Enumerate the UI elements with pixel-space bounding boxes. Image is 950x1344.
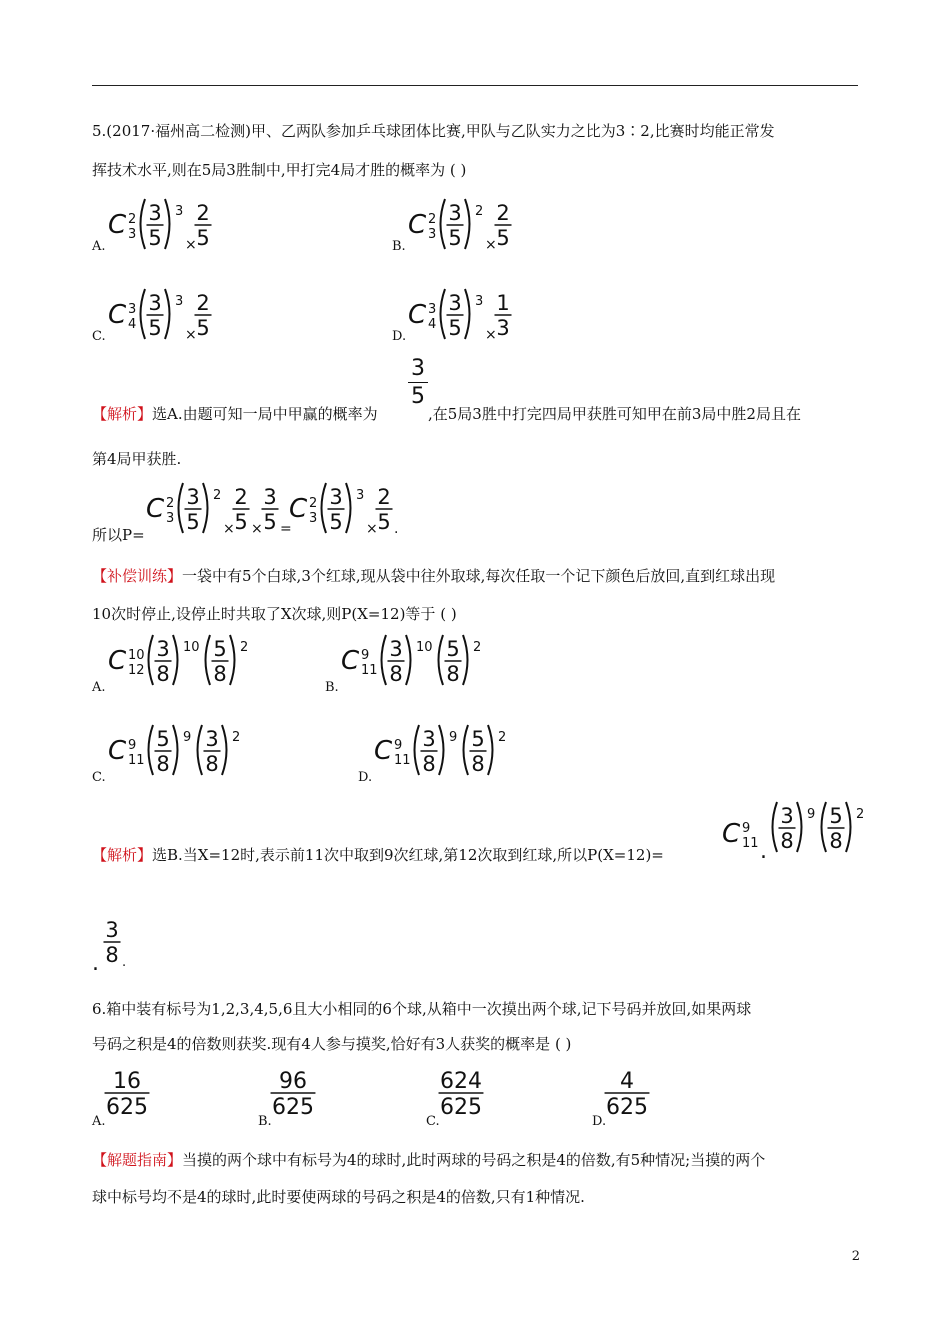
q6-fraction-numerator: 16 <box>113 1069 141 1094</box>
option-label: B. <box>258 1114 272 1129</box>
paren-fraction-numerator: 3 <box>329 485 343 509</box>
option-label: B. <box>392 239 406 254</box>
dot-operator: . <box>760 839 767 864</box>
combination-sup: 2 <box>128 212 137 227</box>
right-paren <box>797 802 802 852</box>
right-paren <box>222 725 227 775</box>
option-fraction-denominator: 5 <box>196 315 210 340</box>
option-fraction-denominator: 3 <box>496 315 510 340</box>
right-paren <box>203 483 208 533</box>
paren-fraction-numerator: 3 <box>422 727 436 751</box>
q6-guide-line1: 【解题指南】当摸的两个球中有标号为4的球时,此时两球的号码之积是4的倍数,有5种情况;当摸的两个 <box>92 1151 766 1169</box>
power: 2 <box>240 640 249 655</box>
power: 3 <box>356 488 365 503</box>
page-number: 2 <box>851 1249 860 1264</box>
combination-sub: 11 <box>361 663 378 678</box>
q6-fraction-numerator: 4 <box>620 1069 634 1094</box>
paren-fraction-denominator: 5 <box>329 509 343 534</box>
right-paren <box>846 802 851 852</box>
combination-sup: 9 <box>742 821 751 836</box>
option-label: C. <box>92 329 106 344</box>
left-paren <box>439 635 444 685</box>
combination-symbol: C <box>408 210 427 240</box>
combination-sub: 3 <box>428 227 437 242</box>
times-sign: × <box>251 521 263 537</box>
left-paren <box>773 802 778 852</box>
left-paren <box>141 289 146 339</box>
combination-sup: 9 <box>361 648 370 663</box>
paren-fraction-denominator: 8 <box>829 828 843 853</box>
combination-sup: 3 <box>128 302 137 317</box>
paren-fraction-numerator: 3 <box>148 291 162 315</box>
q5-stem-line1: 5.(2017·福州高二检测)甲、乙两队参加乒乓球团体比赛,甲队与乙队实力之比为3∶2,比赛时均能正常发 <box>92 122 775 140</box>
power: 2 <box>498 730 507 745</box>
right-paren <box>406 635 411 685</box>
paren-fraction-denominator: 8 <box>156 661 170 686</box>
combination-sub: 11 <box>394 753 411 768</box>
extra-line2: 10次时停止,设停止时共取了X次球,则P(X=12)等于 ( ) <box>92 605 457 623</box>
combination-symbol: C <box>108 210 127 240</box>
option-fraction-numerator: 2 <box>196 201 210 225</box>
times-sign: × <box>485 327 497 343</box>
power: 3 <box>175 204 184 219</box>
option-fraction-denominator: 5 <box>496 225 510 250</box>
left-paren <box>141 199 146 249</box>
combination-sub: 3 <box>166 511 175 526</box>
p-fraction-denominator: 5 <box>234 509 248 534</box>
option-label: C. <box>92 770 106 785</box>
paren-fraction-numerator: 3 <box>205 727 219 751</box>
option-fraction-denominator: 5 <box>196 225 210 250</box>
paren-fraction-numerator: 5 <box>446 637 460 661</box>
q5-analysis-text-b: ,在5局3胜中打完四局甲获胜可知甲在前3局中胜2局且在 <box>428 405 801 423</box>
q6-fraction-numerator: 624 <box>440 1069 482 1094</box>
option-label: D. <box>392 329 407 344</box>
tail-fraction-numerator: 3 <box>105 918 119 942</box>
paren-fraction-denominator: 5 <box>448 225 462 250</box>
paren-fraction-denominator: 8 <box>213 661 227 686</box>
combination-sup: 2 <box>309 496 318 511</box>
power: 2 <box>856 807 865 822</box>
right-paren <box>165 199 170 249</box>
right-paren <box>165 289 170 339</box>
left-paren <box>322 483 327 533</box>
combination-sup: 10 <box>128 648 145 663</box>
option-label: C. <box>426 1114 440 1129</box>
combination-sub: 3 <box>128 227 137 242</box>
combination-symbol: C <box>722 819 741 849</box>
combination-sup: 2 <box>428 212 437 227</box>
paren-fraction-denominator: 8 <box>446 661 460 686</box>
p-fraction-numerator: 2 <box>377 485 391 509</box>
analysis-fraction <box>408 356 428 409</box>
tail-fraction-denominator: 8 <box>105 942 119 967</box>
paren-fraction-denominator: 8 <box>422 751 436 776</box>
option-label: A. <box>92 680 106 695</box>
left-paren <box>382 635 387 685</box>
fraction-denominator: 5 <box>411 384 425 409</box>
right-paren <box>173 725 178 775</box>
option-label: A. <box>92 239 106 254</box>
combination-sup: 9 <box>394 738 403 753</box>
power: 2 <box>213 488 222 503</box>
combination-symbol: C <box>289 494 308 524</box>
left-paren <box>464 725 469 775</box>
right-paren <box>173 635 178 685</box>
left-paren <box>198 725 203 775</box>
paren-fraction-denominator: 8 <box>471 751 485 776</box>
power: 10 <box>183 640 200 655</box>
q6-fraction-denominator: 625 <box>606 1094 648 1120</box>
right-paren <box>488 725 493 775</box>
power: 3 <box>475 294 484 309</box>
combination-sub: 11 <box>128 753 145 768</box>
left-paren <box>441 289 446 339</box>
paren-fraction-numerator: 3 <box>389 637 403 661</box>
right-paren <box>439 725 444 775</box>
option-fraction-numerator: 2 <box>496 201 510 225</box>
combination-sub: 4 <box>428 317 437 332</box>
combination-sub: 3 <box>309 511 318 526</box>
p-prefix: 所以P= <box>92 526 145 544</box>
analysis-tag: 【解析】 <box>92 846 153 864</box>
left-paren <box>206 635 211 685</box>
p-fraction-denominator: 5 <box>377 509 391 534</box>
option-fraction-numerator: 2 <box>196 291 210 315</box>
paren-fraction-denominator: 8 <box>205 751 219 776</box>
combination-sup: 9 <box>128 738 137 753</box>
left-paren <box>149 635 154 685</box>
combination-symbol: C <box>408 300 427 330</box>
paren-fraction-numerator: 3 <box>156 637 170 661</box>
q6-line1: 6.箱中装有标号为1,2,3,4,5,6且大小相同的6个球,从箱中一次摸出两个球,记下号码并放回,如果两球 <box>92 1000 752 1018</box>
q5-analysis-line2: 第4局甲获胜. <box>92 450 182 468</box>
paren-fraction-denominator: 5 <box>148 315 162 340</box>
right-paren <box>465 289 470 339</box>
paren-fraction-denominator: 5 <box>448 315 462 340</box>
left-paren <box>415 725 420 775</box>
extra-tag: 【补偿训练】 <box>92 567 183 585</box>
p-fraction-numerator: 3 <box>263 485 277 509</box>
right-paren <box>463 635 468 685</box>
left-paren <box>149 725 154 775</box>
q6-fraction-denominator: 625 <box>106 1094 148 1120</box>
left-paren <box>822 802 827 852</box>
q6-guide-line2: 球中标号均不是4的球时,此时要使两球的号码之积是4的倍数,只有1种情况. <box>92 1188 585 1206</box>
paren-fraction-numerator: 5 <box>213 637 227 661</box>
combination-sub: 12 <box>128 663 145 678</box>
times-sign: × <box>185 327 197 343</box>
paren-fraction-numerator: 3 <box>780 804 794 828</box>
q6-line2: 号码之积是4的倍数则获奖.现有4人参与摸奖,恰好有3人获奖的概率是 ( ) <box>92 1035 572 1053</box>
p-fraction-denominator: 5 <box>263 509 277 534</box>
q5-stem-line2: 挥技术水平,则在5局3胜制中,甲打完4局才胜的概率为 ( ) <box>92 161 467 179</box>
times-sign: × <box>366 521 378 537</box>
q6-fraction-numerator: 96 <box>279 1069 307 1094</box>
right-paren <box>230 635 235 685</box>
times-sign: × <box>185 237 197 253</box>
q5-analysis-line1 <box>92 404 378 424</box>
power: 2 <box>473 640 482 655</box>
combination-symbol: C <box>108 646 127 676</box>
p-fraction-numerator: 2 <box>234 485 248 509</box>
combination-symbol: C <box>108 736 127 766</box>
q6-fraction-denominator: 625 <box>440 1094 482 1120</box>
dot-operator: . <box>92 951 99 976</box>
times-sign: × <box>223 521 235 537</box>
fraction-numerator: 3 <box>411 356 425 381</box>
power: 2 <box>475 204 484 219</box>
power: 9 <box>807 807 816 822</box>
combination-sub: 11 <box>742 836 759 851</box>
combination-sup: 2 <box>166 496 175 511</box>
paren-fraction-numerator: 3 <box>448 201 462 225</box>
paren-fraction-denominator: 8 <box>780 828 794 853</box>
option-label: D. <box>592 1114 607 1129</box>
combination-symbol: C <box>374 736 393 766</box>
power: 10 <box>416 640 433 655</box>
combination-symbol: C <box>108 300 127 330</box>
extra-analysis: 【解析】选B.当X=12时,表示前11次中取到9次红球,第12次取到红球,所以P(X=12)= <box>92 846 664 864</box>
guide-tag: 【解题指南】 <box>92 1151 183 1169</box>
paren-fraction-numerator: 5 <box>471 727 485 751</box>
paren-fraction-denominator: 5 <box>148 225 162 250</box>
paren-fraction-numerator: 3 <box>186 485 200 509</box>
combination-symbol: C <box>341 646 360 676</box>
paren-fraction-numerator: 3 <box>448 291 462 315</box>
option-label: D. <box>358 770 373 785</box>
times-sign: × <box>485 237 497 253</box>
option-label: A. <box>92 1114 106 1129</box>
combination-symbol: C <box>146 494 165 524</box>
q6-fraction-denominator: 625 <box>272 1094 314 1120</box>
paren-fraction-numerator: 5 <box>829 804 843 828</box>
left-paren <box>441 199 446 249</box>
combination-sup: 3 <box>428 302 437 317</box>
right-paren <box>465 199 470 249</box>
paren-fraction-numerator: 5 <box>156 727 170 751</box>
right-paren <box>346 483 351 533</box>
period: . <box>122 955 127 970</box>
paren-fraction-denominator: 8 <box>156 751 170 776</box>
option-fraction-numerator: 1 <box>496 291 510 315</box>
analysis-tag: 【解析】 <box>92 405 153 423</box>
combination-sub: 4 <box>128 317 137 332</box>
power: 3 <box>175 294 184 309</box>
period: . <box>394 521 399 537</box>
power: 9 <box>449 730 458 745</box>
paren-fraction-denominator: 5 <box>186 509 200 534</box>
equals-sign: = <box>280 521 292 537</box>
power: 9 <box>183 730 192 745</box>
left-paren <box>179 483 184 533</box>
paren-fraction-numerator: 3 <box>148 201 162 225</box>
extra-line1: 【补偿训练】一袋中有5个白球,3个红球,现从袋中往外取球,每次任取一个记下颜色后放回,直到红球出现 <box>92 567 776 585</box>
option-label: B. <box>325 680 339 695</box>
power: 2 <box>232 730 241 745</box>
paren-fraction-denominator: 8 <box>389 661 403 686</box>
analysis-text-a: 选A.由题可知一局中甲赢的概率为 <box>152 405 378 423</box>
